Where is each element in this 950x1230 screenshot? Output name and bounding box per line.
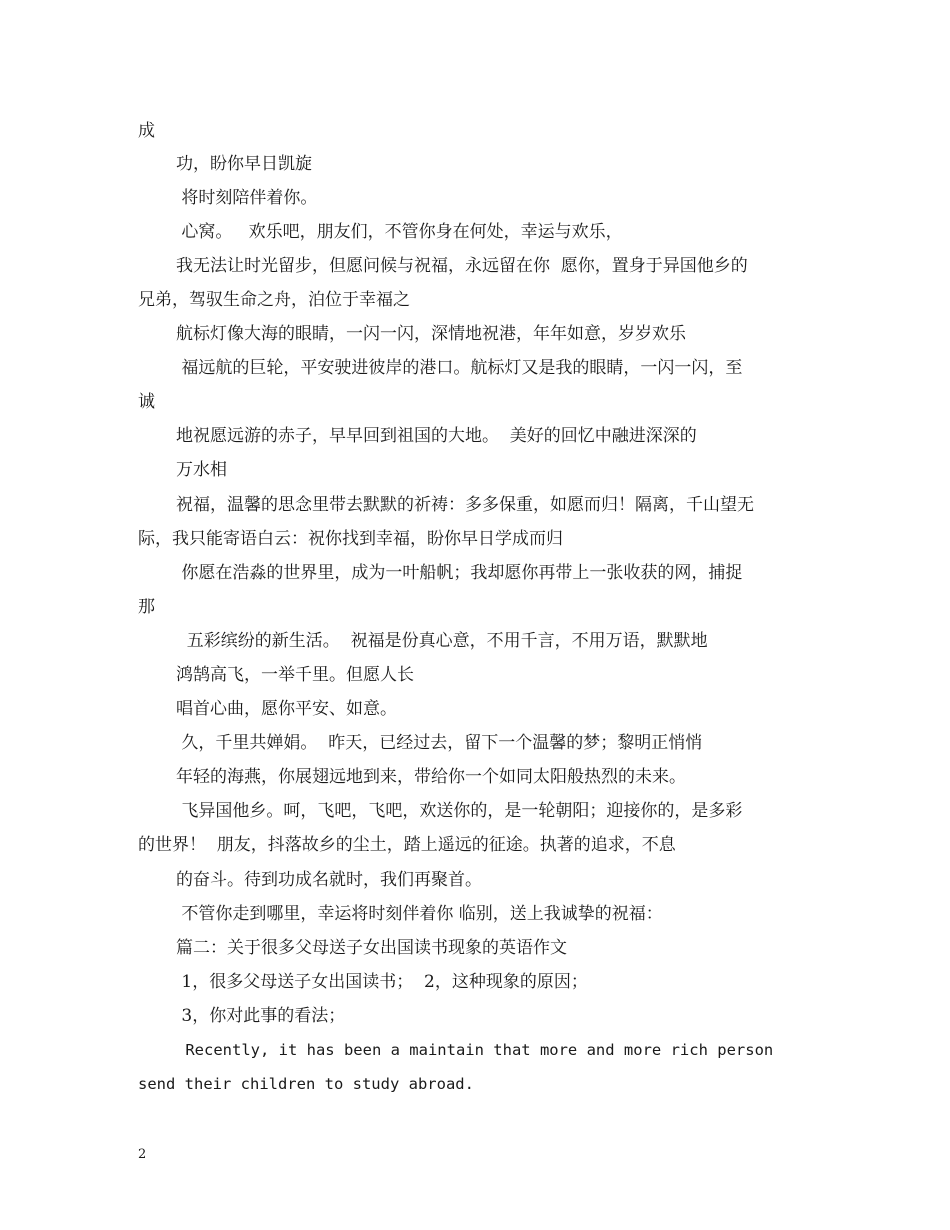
text-line: 飞异国他乡。呵，飞吧，飞吧，欢送你的，是一轮朝阳；迎接你的，是多彩 [176,801,743,821]
text-line: 久，千里共婵娟。 昨天，已经过去，留下一个温馨的梦；黎明正悄悄 [176,733,703,753]
text-line: 地祝愿远游的赤子，早早回到祖国的大地。 美好的回忆中融进深深的 [176,426,697,446]
text-line: 我无法让时光留步，但愿问候与祝福，永远留在你 愿你，置身于异国他乡的 [176,256,748,276]
text-line: 五彩缤纷的新生活。 祝福是份真心意，不用千言，不用万语，默默地 [176,631,708,651]
text-line: 的世界！ 朋友，抖落故乡的尘土，踏上遥远的征途。执著的追求，不息 [138,835,676,855]
section-heading: 篇二：关于很多父母送子女出国读书现象的英语作文 [176,938,567,958]
text-line: 鸿鹄高飞，一举千里。但愿人长 [176,665,414,685]
text-line: 福远航的巨轮，平安驶进彼岸的港口。航标灯又是我的眼睛，一闪一闪，至 [176,358,743,378]
text-line: 航标灯像大海的眼睛，一闪一闪，深情地祝港，年年如意，岁岁欢乐 [176,324,686,344]
text-line: 兄弟，驾驭生命之舟，泊位于幸福之 [138,290,410,310]
text-line: 唱首心曲，愿你平安、如意。 [176,699,397,719]
text-line: 1，很多父母送子女出国读书； 2，这种现象的原因； [176,972,588,992]
text-line: 功，盼你早日凯旋 [176,154,312,174]
text-line: 际，我只能寄语白云：祝你找到幸福，盼你早日学成而归 [138,529,563,549]
english-text-line: Recently, it has been a maintain that more and more rich person [176,1041,774,1059]
text-line: 成 [138,121,155,141]
english-text-line: send their children to study abroad. [138,1075,474,1093]
text-line: 将时刻陪伴着你。 [176,188,318,208]
text-line: 3，你对此事的看法； [176,1006,346,1026]
text-line: 不管你走到哪里，幸运将时刻伴着你 临别，送上我诚挚的祝福： [176,904,663,924]
text-line: 你愿在浩淼的世界里，成为一叶船帆；我却愿你再带上一张收获的网，捕捉 [176,563,743,583]
text-line: 那 [138,597,155,617]
text-line: 心窝。 欢乐吧，朋友们，不管你身在何处，幸运与欢乐， [176,222,623,242]
text-line: 祝福，温馨的思念里带去默默的祈祷：多多保重，如愿而归！隔离，千山望无 [176,495,754,515]
text-line: 年轻的海燕，你展翅远地到来，带给你一个如同太阳般热烈的未来。 [176,767,686,787]
text-line: 诚 [138,392,155,412]
text-line: 的奋斗。待到功成名就时，我们再聚首。 [176,870,482,890]
page-number: 2 [138,1147,147,1162]
text-line: 万水相 [176,460,227,480]
